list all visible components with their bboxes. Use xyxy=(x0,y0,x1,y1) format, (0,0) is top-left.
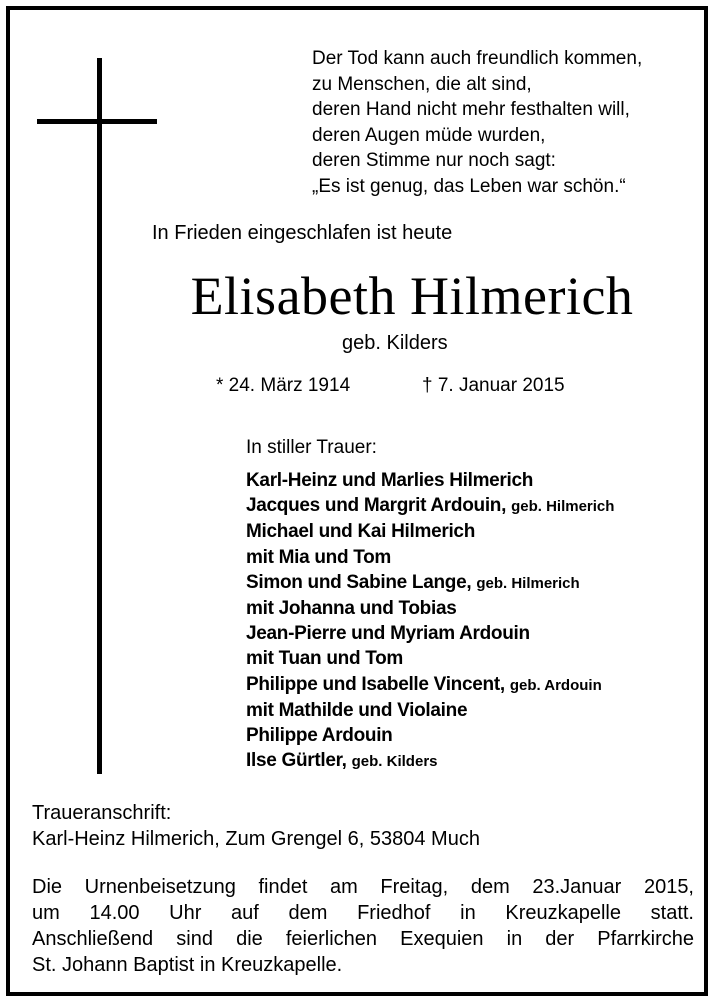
cross-icon-bar xyxy=(37,119,157,124)
mourner-row xyxy=(246,723,614,748)
mourner-name: Karl-Heinz und Marlies Hilmerich xyxy=(246,470,534,491)
mourner-suffix: geb. Hilmerich xyxy=(476,574,580,592)
mourner-name: mit Mia und Tom xyxy=(246,546,392,568)
intro-text: In Frieden eingeschlafen ist heute xyxy=(152,222,453,244)
cross-icon xyxy=(97,58,102,774)
poem-line: Der Tod kann auch freundlich kommen, xyxy=(312,48,643,69)
poem-line: deren Stimme nur noch sagt: xyxy=(312,150,556,171)
funeral-notice xyxy=(32,874,694,978)
mourners-list xyxy=(246,468,614,774)
poem-line: deren Hand nicht mehr festhalten will, xyxy=(312,99,630,120)
mourner-row xyxy=(246,493,614,519)
deceased-name-text: Elisabeth Hilmerich xyxy=(190,266,634,326)
poem-line: deren Augen müde wurden, xyxy=(312,124,546,146)
mourner-suffix: geb. Ardouin xyxy=(509,676,602,694)
mourner-name: Simon und Sabine Lange, xyxy=(246,571,472,593)
mourner-name: Philippe Ardouin xyxy=(246,725,393,747)
notice-line: um 14.00 Uhr auf dem Friedhof in Kreuzkapelle statt. xyxy=(32,902,694,924)
mourning-title: In stiller Trauer: xyxy=(246,437,377,458)
poem-line: zu Menschen, die alt sind, xyxy=(312,73,532,95)
mourner-row xyxy=(246,621,614,646)
notice-line: St. Johann Baptist in Kreuzkapelle. xyxy=(32,954,343,976)
mourner-row xyxy=(246,519,614,544)
deceased-name xyxy=(10,265,704,327)
mourner-row xyxy=(246,672,614,698)
birth-name: geb. Kilders xyxy=(342,332,448,354)
mourner-name: Philippe und Isabelle Vincent, xyxy=(246,673,505,695)
mourner-row xyxy=(246,646,614,671)
mourner-name: mit Mathilde und Violaine xyxy=(246,699,468,721)
mourner-name: Ilse Gürtler, xyxy=(246,750,347,772)
poem-line: „Es ist genug, das Leben war schön.“ xyxy=(312,175,626,197)
mourner-name: Jean-Pierre und Myriam Ardouin xyxy=(246,623,530,645)
mourner-row xyxy=(246,545,614,570)
mourner-name: mit Tuan und Tom xyxy=(246,648,404,670)
obituary-frame xyxy=(6,6,708,996)
mourner-row xyxy=(246,570,614,596)
mourner-name: mit Johanna und Tobias xyxy=(246,598,457,620)
notice-line: Anschließend sind die feierlichen Exequien in der Pfarrkirche xyxy=(32,928,694,950)
mourner-name: Michael und Kai Hilmerich xyxy=(246,521,475,543)
address: Karl-Heinz Hilmerich, Zum Grengel 6, 53804 Much xyxy=(32,828,480,850)
address-title: Traueranschrift: xyxy=(32,802,172,824)
death-date: † 7. Januar 2015 xyxy=(422,375,565,396)
mourner-suffix: geb. Kilders xyxy=(351,753,438,771)
mourner-row xyxy=(246,596,614,621)
mourner-row xyxy=(246,748,614,774)
birth-date: * 24. März 1914 xyxy=(216,375,351,396)
mourner-name: Jacques und Margrit Ardouin, xyxy=(246,495,507,517)
notice-line: Die Urnenbeisetzung findet am Freitag, dem 23.Januar 2015, xyxy=(32,876,694,898)
poem xyxy=(312,46,642,199)
mourner-row xyxy=(246,698,614,723)
mourner-suffix: geb. Hilmerich xyxy=(511,498,615,516)
mourner-row xyxy=(246,468,614,493)
